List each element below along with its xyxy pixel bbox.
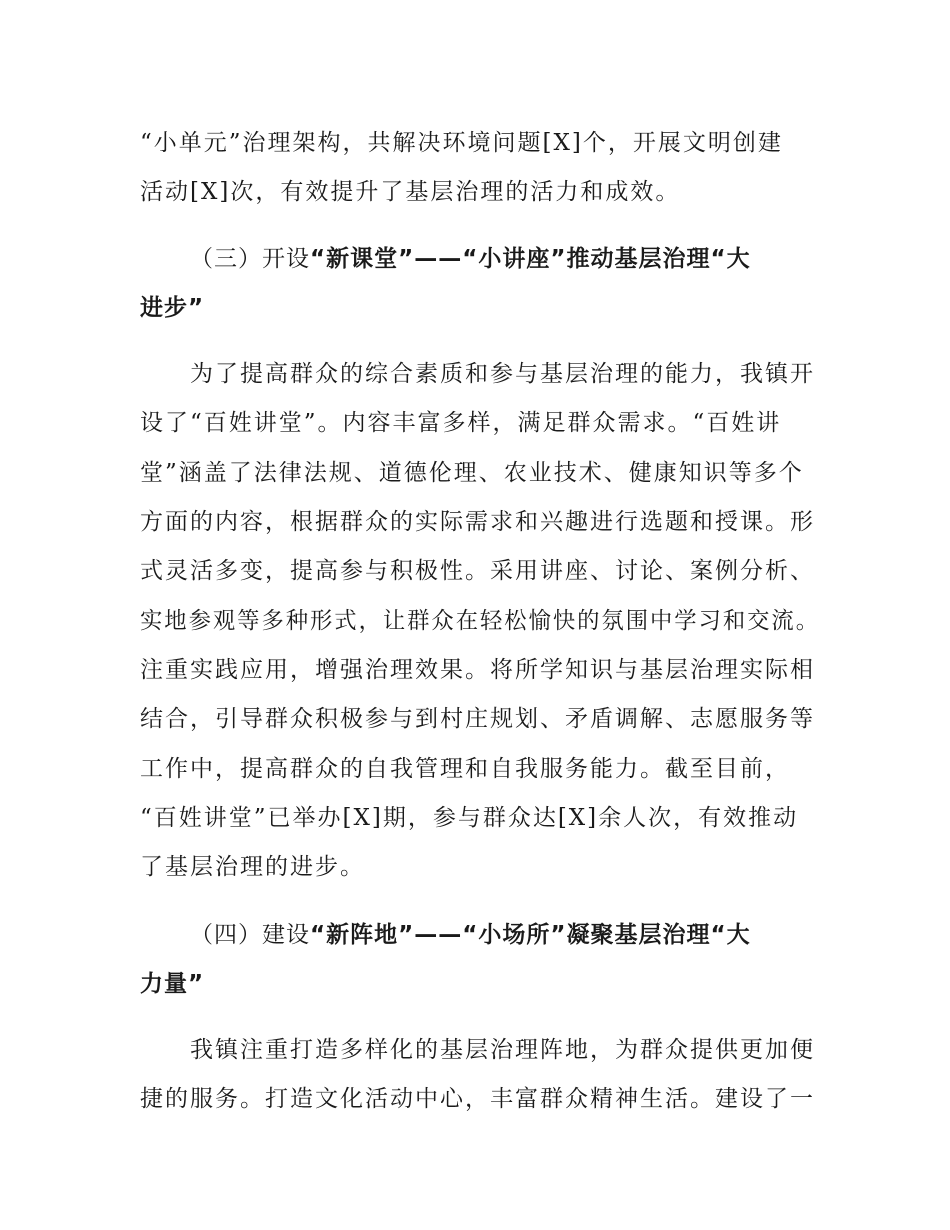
section-heading-4 <box>190 920 751 950</box>
paragraph-line: 方面的内容，根据群众的实际需求和兴趣进行选题和授课。形 <box>140 509 815 535</box>
section-heading-number: （三）开设 <box>190 246 310 272</box>
paragraph-line: 设了“百姓讲堂”。内容丰富多样，满足群众需求。“百姓讲 <box>140 410 782 436</box>
paragraph-line: 了基层治理的进步。 <box>140 854 365 880</box>
paragraph-line: 活动[X]次，有效提升了基层治理的活力和成效。 <box>140 179 681 205</box>
paragraph-line: 我镇注重打造多样化的基层治理阵地，为群众提供更加便 <box>190 1037 815 1063</box>
section-heading-text: “新阵地”——“小场所”凝聚基层治理“大 <box>310 922 751 948</box>
section-heading-4-continued: 力量” <box>140 971 205 997</box>
section-heading-text: “新课堂”——“小讲座”推动基层治理“大 <box>310 246 751 272</box>
paragraph-line: 实地参观等多种形式，让群众在轻松愉快的氛围中学习和交流。 <box>140 608 820 634</box>
section-heading-number: （四）建设 <box>190 922 310 948</box>
paragraph-line: 为了提高群众的综合素质和参与基层治理的能力，我镇开 <box>190 361 815 387</box>
paragraph-line: “小单元”治理架构，共解决环境问题[X]个，开展文明创建 <box>140 130 783 156</box>
paragraph-line: 注重实践应用，增强治理效果。将所学知识与基层治理实际相 <box>140 657 815 683</box>
paragraph-line: “百姓讲堂”已举办[X]期，参与群众达[X]余人次，有效推动 <box>140 805 799 831</box>
paragraph-line: 捷的服务。打造文化活动中心，丰富群众精神生活。建设了一 <box>140 1086 815 1112</box>
paragraph-line: 式灵活多变，提高参与积极性。采用讲座、讨论、案例分析、 <box>140 558 815 584</box>
paragraph-line: 堂”涵盖了法律法规、道德伦理、农业技术、健康知识等多个 <box>140 460 804 486</box>
paragraph-line: 工作中，提高群众的自我管理和自我服务能力。截至目前， <box>140 756 790 782</box>
paragraph-line: 结合，引导群众积极参与到村庄规划、矛盾调解、志愿服务等 <box>140 706 815 732</box>
section-heading-3-continued: 进步” <box>140 295 205 321</box>
section-heading-3 <box>190 244 751 274</box>
